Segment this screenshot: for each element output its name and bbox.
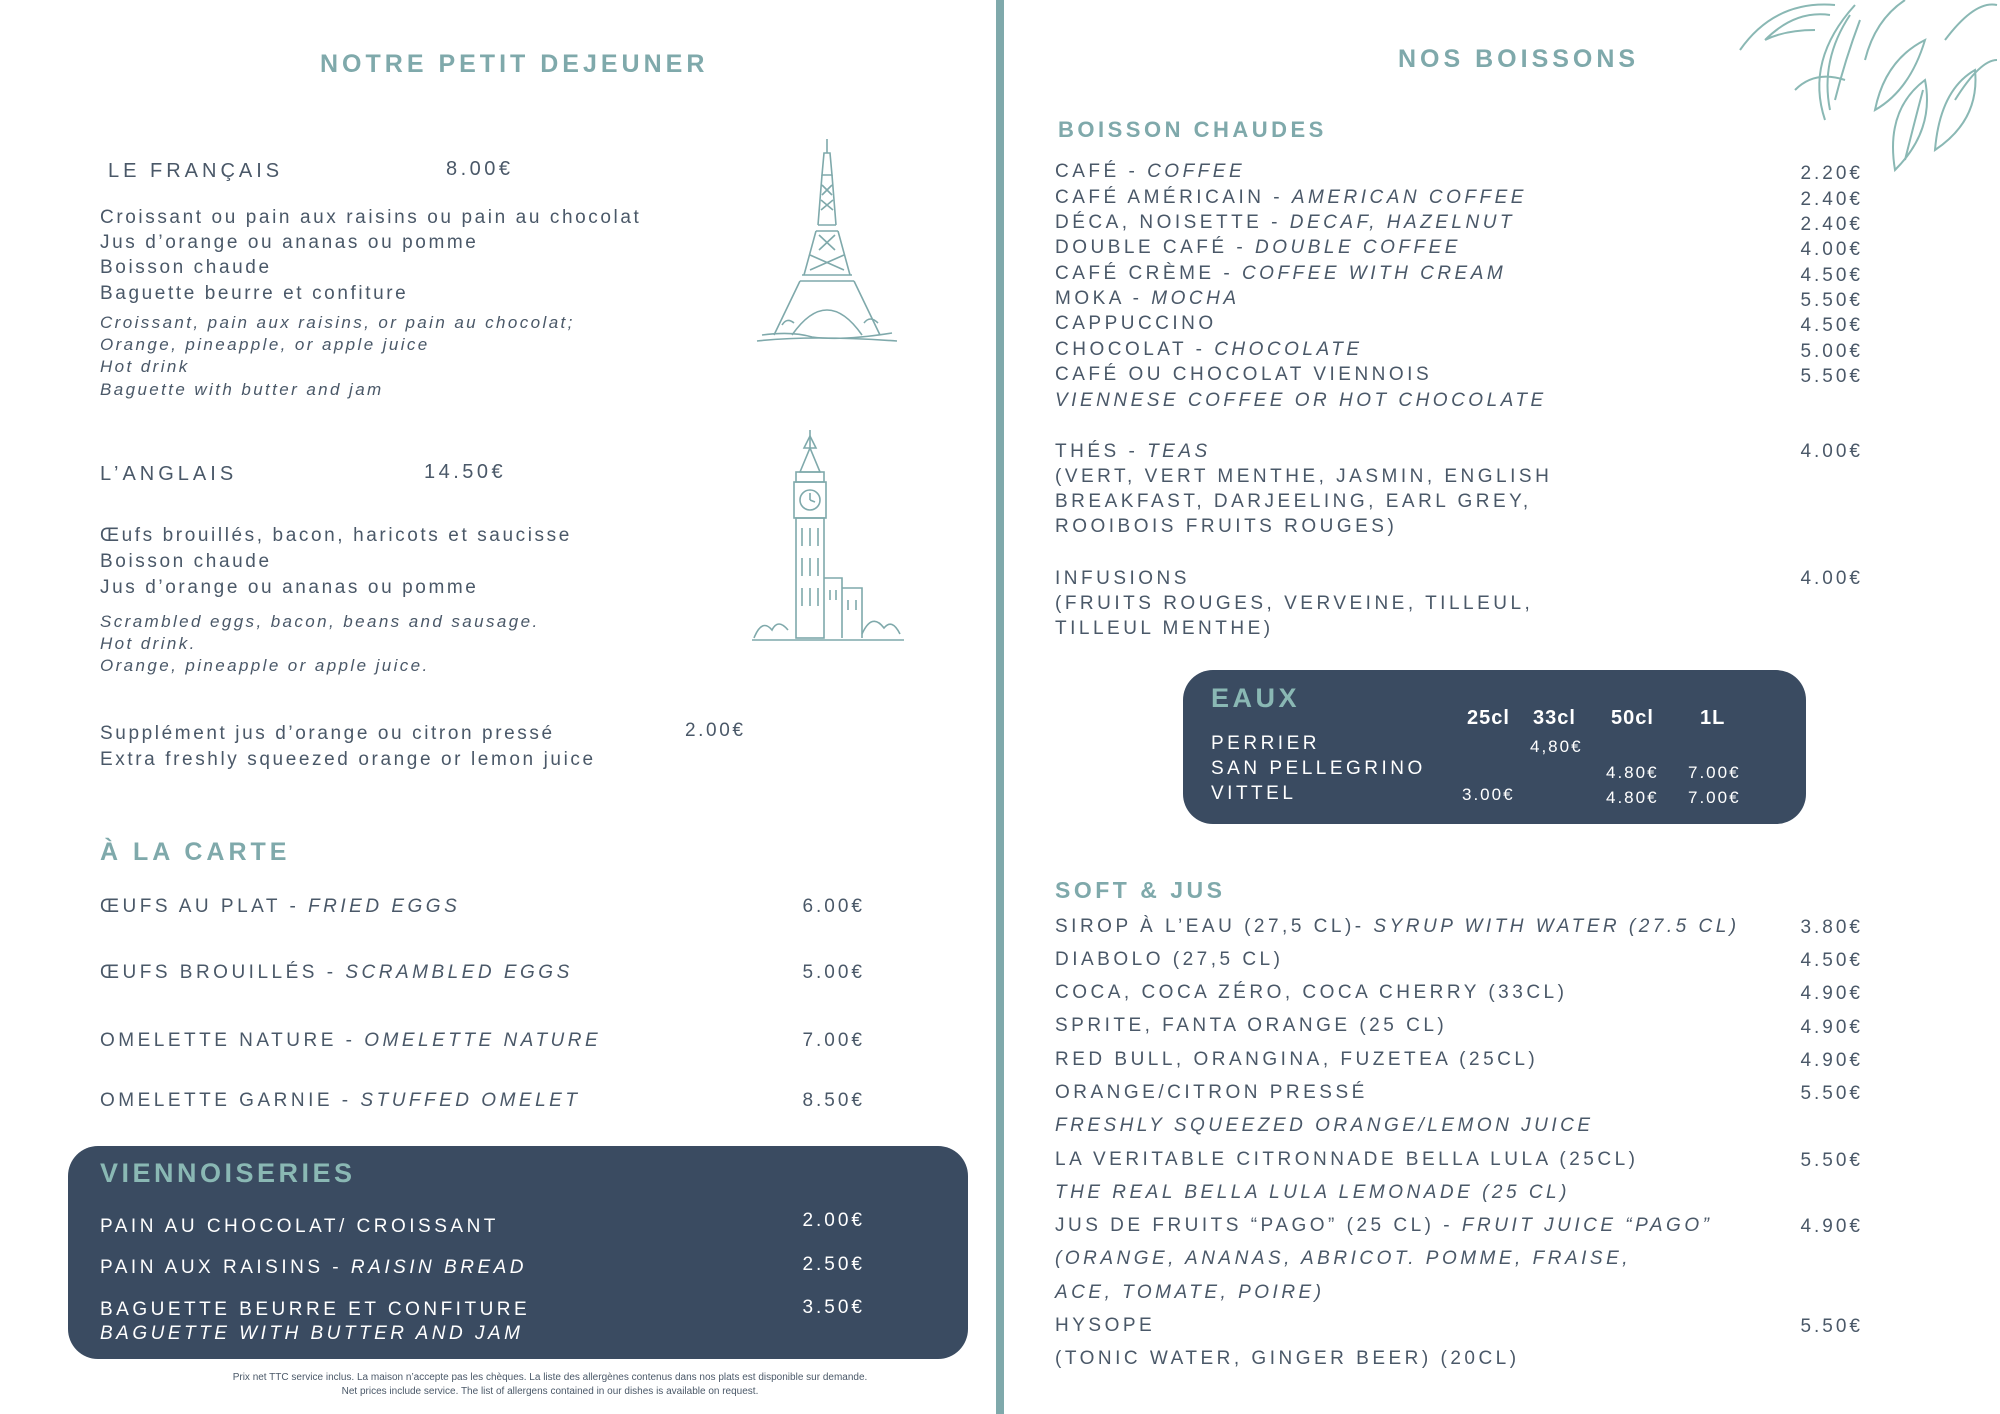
- thes-line: ROOIBOIS FRUITS ROUGES): [1055, 516, 1398, 537]
- eaux-price: 7.00€: [1688, 788, 1741, 807]
- chaude-fr: CHOCOLAT -: [1055, 339, 1215, 360]
- infusions-line: (FRUITS ROUGES, VERVEINE, TILLEUL,: [1055, 593, 1534, 614]
- eaux-price: 7.00€: [1688, 763, 1741, 782]
- chaude-item: [1055, 263, 1506, 285]
- supplement-price: 2.00€: [685, 720, 746, 741]
- anglais-fr-line: Boisson chaude: [100, 551, 272, 572]
- viennoiserie-en: BAGUETTE WITH BUTTER AND JAM: [100, 1323, 524, 1344]
- chaude-en: DOUBLE COFFEE: [1254, 237, 1461, 258]
- thes-price: 4.00€: [1800, 441, 1863, 462]
- carte-item-fr: ŒUFS BROUILLÉS -: [100, 962, 346, 983]
- carte-item: [100, 896, 460, 918]
- supplement-fr: Supplément jus d’orange ou citron pressé: [100, 723, 555, 744]
- eaux-price: 4.80€: [1606, 788, 1659, 807]
- soft-item: SPRITE, FANTA ORANGE (25 CL): [1055, 1015, 1448, 1036]
- chaude-price: 4.50€: [1800, 265, 1863, 286]
- francais-en-line: Hot drink: [100, 357, 190, 376]
- soft-en-line: FRESHLY SQUEEZED ORANGE/LEMON JUICE: [1055, 1115, 1594, 1136]
- eaux-name: PERRIER: [1211, 733, 1320, 754]
- soft-price: 4.50€: [1800, 950, 1863, 971]
- soft-price: 5.50€: [1800, 1150, 1863, 1171]
- viennoiserie-item: [100, 1216, 499, 1238]
- chaude-item: [1055, 212, 1515, 234]
- chaude-en: DECAF, HAZELNUT: [1289, 212, 1516, 233]
- soft-item: COCA, COCA ZÉRO, COCA CHERRY (33CL): [1055, 982, 1568, 1003]
- soft-price: 5.50€: [1800, 1316, 1863, 1337]
- chaude-price: 5.00€: [1800, 341, 1863, 362]
- footer-fr: Prix net TTC service inclus. La maison n’accepte pas les chèques. La liste des allergènes contenus dans nos plats est disponible sur demande.: [232, 1372, 868, 1383]
- francais-en-line: Baguette with butter and jam: [100, 380, 384, 399]
- soft-en-line: ACE, TOMATE, POIRE): [1055, 1282, 1325, 1303]
- anglais-name: L’ANGLAIS: [100, 463, 238, 485]
- soft-price: 4.90€: [1800, 1050, 1863, 1071]
- viennoiserie-price: 2.50€: [802, 1254, 865, 1275]
- footer-en: Net prices include service. The list of allergens contained in our dishes is available on request.: [341, 1386, 759, 1397]
- chaude-fr: DÉCA, NOISETTE -: [1055, 212, 1290, 233]
- big-ben-icon: [752, 428, 904, 646]
- soft-en-line: (ORANGE, ANANAS, ABRICOT. POMME, FRAISE,: [1055, 1248, 1632, 1269]
- soft-item: [1055, 916, 1740, 938]
- eaux-name: SAN PELLEGRINO: [1211, 758, 1426, 779]
- soft-price: 5.50€: [1800, 1083, 1863, 1104]
- soft-en: FRUIT JUICE “PAGO”: [1461, 1215, 1713, 1236]
- infusions-name: INFUSIONS: [1055, 568, 1190, 589]
- anglais-fr-line: Jus d’orange ou ananas ou pomme: [100, 577, 479, 598]
- chaude-price: 2.40€: [1800, 214, 1863, 235]
- drinks-title: NOS BOISSONS: [1398, 45, 1640, 73]
- soft-item: [1055, 1215, 1712, 1237]
- carte-item-price: 7.00€: [802, 1030, 865, 1051]
- viennoiserie-price: 3.50€: [802, 1297, 865, 1318]
- supplement-en: Extra freshly squeezed orange or lemon juice: [100, 749, 596, 770]
- chaude-price: 5.50€: [1800, 290, 1863, 311]
- page-divider: [996, 0, 1004, 1414]
- francais-fr-line: Boisson chaude: [100, 257, 272, 278]
- francais-en-line: Orange, pineapple, or apple juice: [100, 335, 430, 354]
- chaude-en: CHOCOLATE: [1214, 339, 1363, 360]
- soft-fr: JUS DE FRUITS “PAGO” (25 CL) -: [1055, 1215, 1462, 1236]
- viennoiserie-item: BAGUETTE BEURRE ET CONFITURE: [100, 1299, 531, 1320]
- carte-item: [100, 962, 573, 984]
- francais-fr-line: Croissant ou pain aux raisins ou pain au chocolat: [100, 207, 642, 228]
- soft-fr: SIROP À L’EAU (27,5 CL)-: [1055, 916, 1374, 937]
- thes-en: TEAS: [1147, 441, 1211, 462]
- soft-item: (TONIC WATER, GINGER BEER) (20CL): [1055, 1348, 1520, 1369]
- chaude-fr: CAPPUCCINO: [1055, 313, 1217, 334]
- chaude-price: 2.20€: [1800, 163, 1863, 184]
- anglais-price: 14.50€: [424, 461, 507, 483]
- anglais-en-line: Hot drink.: [100, 634, 197, 653]
- leaves-icon: [1735, 0, 2000, 175]
- viennoiserie-fr: PAIN AUX RAISINS -: [100, 1257, 351, 1278]
- carte-item-price: 6.00€: [802, 896, 865, 917]
- soft-item: RED BULL, ORANGINA, FUZETEA (25CL): [1055, 1049, 1539, 1070]
- carte-item-price: 8.50€: [802, 1090, 865, 1111]
- carte-item-en: FRIED EGGS: [308, 896, 461, 917]
- soft-title: SOFT & JUS: [1055, 877, 1226, 903]
- soft-en-line: THE REAL BELLA LULA LEMONADE (25 CL): [1055, 1182, 1570, 1203]
- carte-item-en: STUFFED OMELET: [360, 1090, 581, 1111]
- chaude-en: AMERICAN COFFEE: [1291, 187, 1527, 208]
- soft-item: ORANGE/CITRON PRESSÉ: [1055, 1082, 1368, 1103]
- chaude-fr: MOKA -: [1055, 288, 1152, 309]
- infusions-line: TILLEUL MENTHE): [1055, 618, 1274, 639]
- eaux-size: 25cl: [1467, 707, 1510, 729]
- carte-item-fr: ŒUFS AU PLAT -: [100, 896, 309, 917]
- eaux-size: 33cl: [1533, 707, 1576, 729]
- viennoiserie-en: RAISIN BREAD: [350, 1257, 528, 1278]
- carte-item-fr: OMELETTE GARNIE -: [100, 1090, 361, 1111]
- eaux-size: 1L: [1700, 707, 1726, 729]
- thes-line: (VERT, VERT MENTHE, JASMIN, ENGLISH: [1055, 466, 1553, 487]
- thes-fr: THÉS -: [1055, 441, 1148, 462]
- carte-item-fr: OMELETTE NATURE -: [100, 1030, 365, 1051]
- chaude-fr: DOUBLE CAFÉ -: [1055, 237, 1255, 258]
- eaux-size: 50cl: [1611, 707, 1654, 729]
- chaude-item: [1055, 161, 1245, 183]
- anglais-en-line: Orange, pineapple or apple juice.: [100, 656, 430, 675]
- eaux-price: 4.80€: [1606, 763, 1659, 782]
- viennois-en: VIENNESE COFFEE OR HOT CHOCOLATE: [1055, 390, 1547, 411]
- thes-item: [1055, 441, 1211, 463]
- chaude-item: [1055, 339, 1363, 361]
- viennoiseries-title: VIENNOISERIES: [100, 1158, 356, 1188]
- thes-line: BREAKFAST, DARJEELING, EARL GREY,: [1055, 491, 1532, 512]
- viennoiserie-fr: PAIN AU CHOCOLAT/ CROISSANT: [100, 1216, 499, 1237]
- chaude-price: 4.00€: [1800, 239, 1863, 260]
- soft-price: 4.90€: [1800, 983, 1863, 1004]
- chaude-price: 2.40€: [1800, 189, 1863, 210]
- chaude-item: [1055, 313, 1217, 335]
- soft-item: DIABOLO (27,5 CL): [1055, 949, 1284, 970]
- chaude-fr: CAFÉ -: [1055, 161, 1148, 182]
- chaude-en: COFFEE WITH CREAM: [1241, 263, 1507, 284]
- chaude-fr: CAFÉ OU CHOCOLAT VIENNOIS: [1055, 364, 1433, 385]
- chaude-item: [1055, 364, 1432, 386]
- carte-item: [100, 1090, 580, 1112]
- francais-en-line: Croissant, pain aux raisins, or pain au chocolat;: [100, 313, 575, 332]
- eiffel-tower-icon: [752, 135, 902, 345]
- eaux-title: EAUX: [1211, 683, 1301, 713]
- chaude-en: MOCHA: [1151, 288, 1240, 309]
- breakfast-title: NOTRE PETIT DEJEUNER: [320, 50, 709, 78]
- chaude-fr: CAFÉ CRÈME -: [1055, 263, 1242, 284]
- soft-en: SYRUP WITH WATER (27.5 CL): [1373, 916, 1740, 937]
- viennoiserie-item: [100, 1257, 527, 1279]
- eaux-name: VITTEL: [1211, 783, 1297, 804]
- chaude-fr: CAFÉ AMÉRICAIN -: [1055, 187, 1292, 208]
- francais-name: LE FRANÇAIS: [108, 160, 284, 182]
- viennoiserie-price: 2.00€: [802, 1210, 865, 1231]
- chaude-price: 4.50€: [1800, 315, 1863, 336]
- chaude-item: [1055, 237, 1461, 259]
- chaudes-title: BOISSON CHAUDES: [1058, 117, 1327, 142]
- soft-item: HYSOPE: [1055, 1315, 1156, 1336]
- anglais-fr-line: Œufs brouillés, bacon, haricots et saucisse: [100, 525, 572, 546]
- chaude-price: 5.50€: [1800, 366, 1863, 387]
- soft-item: LA VERITABLE CITRONNADE BELLA LULA (25CL): [1055, 1149, 1639, 1170]
- soft-price: 4.90€: [1800, 1216, 1863, 1237]
- infusions-price: 4.00€: [1800, 568, 1863, 589]
- eaux-price: 4,80€: [1530, 737, 1583, 756]
- anglais-en-line: Scrambled eggs, bacon, beans and sausage.: [100, 612, 540, 631]
- chaude-en: COFFEE: [1147, 161, 1246, 182]
- soft-price: 4.90€: [1800, 1017, 1863, 1038]
- carte-item-en: SCRAMBLED EGGS: [345, 962, 573, 983]
- carte-item-en: OMELETTE NATURE: [364, 1030, 602, 1051]
- eaux-price: 3.00€: [1462, 785, 1515, 804]
- francais-fr-line: Jus d’orange ou ananas ou pomme: [100, 232, 479, 253]
- chaude-item: [1055, 288, 1240, 310]
- carte-item: [100, 1030, 601, 1052]
- carte-title: À LA CARTE: [100, 838, 291, 866]
- soft-price: 3.80€: [1800, 917, 1863, 938]
- carte-item-price: 5.00€: [802, 962, 865, 983]
- francais-price: 8.00€: [446, 158, 514, 180]
- francais-fr-line: Baguette beurre et confiture: [100, 283, 409, 304]
- chaude-item: [1055, 187, 1527, 209]
